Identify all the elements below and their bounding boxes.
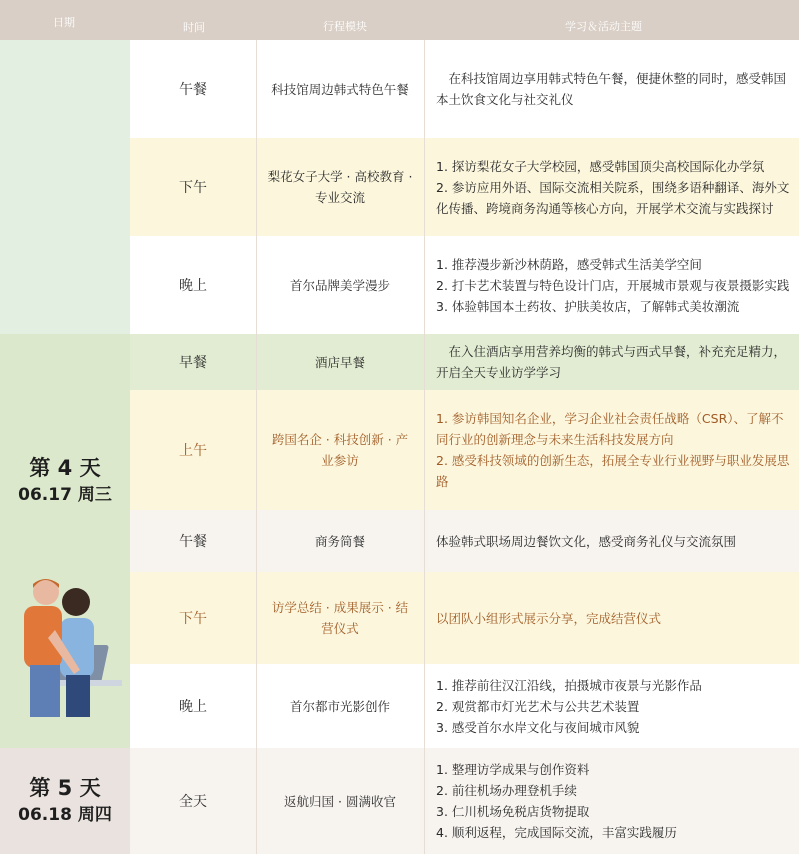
row-module: 科技馆周边韩式特色午餐 [271, 81, 409, 97]
row-time: 全天 [179, 794, 207, 810]
row-module: 返航归国 · 圆满收官 [284, 793, 396, 809]
row-module: 访学总结 · 成果展示 · 结营仪式 [271, 600, 409, 636]
theme-line: 1. 推荐漫步新沙林荫路，感受韩式生活美学空间 [436, 256, 702, 272]
table-row [130, 40, 799, 138]
row-theme [424, 572, 799, 664]
theme-line: 2. 前往机场办理登机手续 [436, 783, 577, 798]
row-theme [424, 390, 799, 510]
theme-line: 2. 感受科技领域的创新生态，拓展全专业行业视野与职业发展思路 [436, 453, 790, 489]
row-module: 酒店早餐 [314, 354, 365, 370]
date-column-day3 [0, 40, 130, 334]
table-row [130, 138, 799, 236]
day5-date: 06.18 周四 [18, 805, 112, 825]
row-time: 晚上 [179, 699, 207, 715]
row-theme [424, 664, 799, 748]
day5-title: 第 5 天 [29, 776, 101, 800]
theme-line: 1. 推荐前往汉江沿线，拍摄城市夜景与光影作品 [436, 677, 702, 693]
theme-line: 1. 参访韩国知名企业，学习企业社会责任战略（CSR）、了解不同行业的创新理念与未来生活科技发展方向 [436, 411, 784, 447]
theme-line: 1. 整理访学成果与创作资料 [436, 762, 590, 777]
row-theme [424, 748, 799, 854]
row-module: 首尔都市光影创作 [289, 698, 390, 714]
column-divider [256, 40, 257, 854]
table-header [0, 0, 799, 40]
row-time: 下午 [179, 611, 207, 627]
table-row [130, 510, 799, 572]
students-laptop-illustration [0, 570, 130, 720]
column-divider [424, 40, 425, 854]
row-theme [424, 236, 799, 334]
theme-line: 在科技馆周边享用韩式特色午餐，便捷休整的同时，感受韩国本土饮食文化与社交礼仪 [436, 71, 787, 107]
theme-line: 1. 探访梨花女子大学校园，感受韩国顶尖高校国际化办学氛 [436, 158, 765, 174]
theme-line: 2. 观赏都市灯光艺术与公共艺术装置 [436, 698, 640, 714]
theme-line: 以团队小组形式展示分享，完成结营仪式 [436, 610, 662, 626]
table-row [130, 664, 799, 748]
row-theme [424, 40, 799, 138]
row-theme [424, 138, 799, 236]
row-time: 晚上 [179, 278, 207, 294]
header-module: 行程模块 [323, 20, 367, 33]
row-time: 午餐 [179, 82, 207, 98]
header-date: 日期 [53, 16, 75, 29]
theme-line: 3. 仁川机场免税店货物提取 [436, 804, 590, 819]
theme-line: 3. 感受首尔水岸文化与夜间城市风貌 [436, 719, 640, 735]
theme-line: 体验韩式职场周边餐饮文化，感受商务礼仪与交流氛围 [436, 533, 737, 549]
table-row [130, 334, 799, 390]
row-time: 早餐 [179, 355, 207, 371]
theme-line: 2. 打卡艺术装置与特色设计门店，开展城市景观与夜景摄影实践 [436, 277, 790, 293]
row-theme [424, 334, 799, 390]
row-module: 商务简餐 [314, 533, 365, 549]
row-time: 下午 [179, 180, 207, 196]
table-row [130, 748, 799, 854]
table-row [130, 572, 799, 664]
table-row [130, 390, 799, 510]
table-row [130, 236, 799, 334]
theme-line: 在入住酒店享用营养均衡的韩式与西式早餐，补充充足精力，开启全天专业访学学习 [436, 344, 787, 380]
row-module: 梨花女子大学 · 高校教育 · 专业交流 [267, 169, 413, 205]
row-theme [424, 510, 799, 572]
date-column-day5 [0, 748, 130, 854]
day4-title: 第 4 天 [29, 456, 101, 480]
theme-line: 4. 顺利返程，完成国际交流，丰富实践履历 [436, 825, 677, 840]
row-module: 首尔品牌美学漫步 [289, 277, 390, 293]
row-time: 上午 [179, 443, 207, 459]
day4-date: 06.17 周三 [18, 485, 112, 505]
header-time: 时间 [183, 21, 205, 34]
row-module: 跨国名企 · 科技创新 · 产业参访 [271, 432, 409, 468]
theme-line: 2. 参访应用外语、国际交流相关院系，围绕多语种翻译、海外文化传播、跨境商务沟通等核心方向，开展学术交流与实践探讨 [436, 179, 790, 216]
header-theme: 学习＆活动主题 [565, 20, 642, 33]
row-time: 午餐 [179, 534, 207, 550]
theme-line: 3. 体验韩国本土药妆、护肤美妆店，了解韩式美妆潮流 [436, 298, 740, 314]
